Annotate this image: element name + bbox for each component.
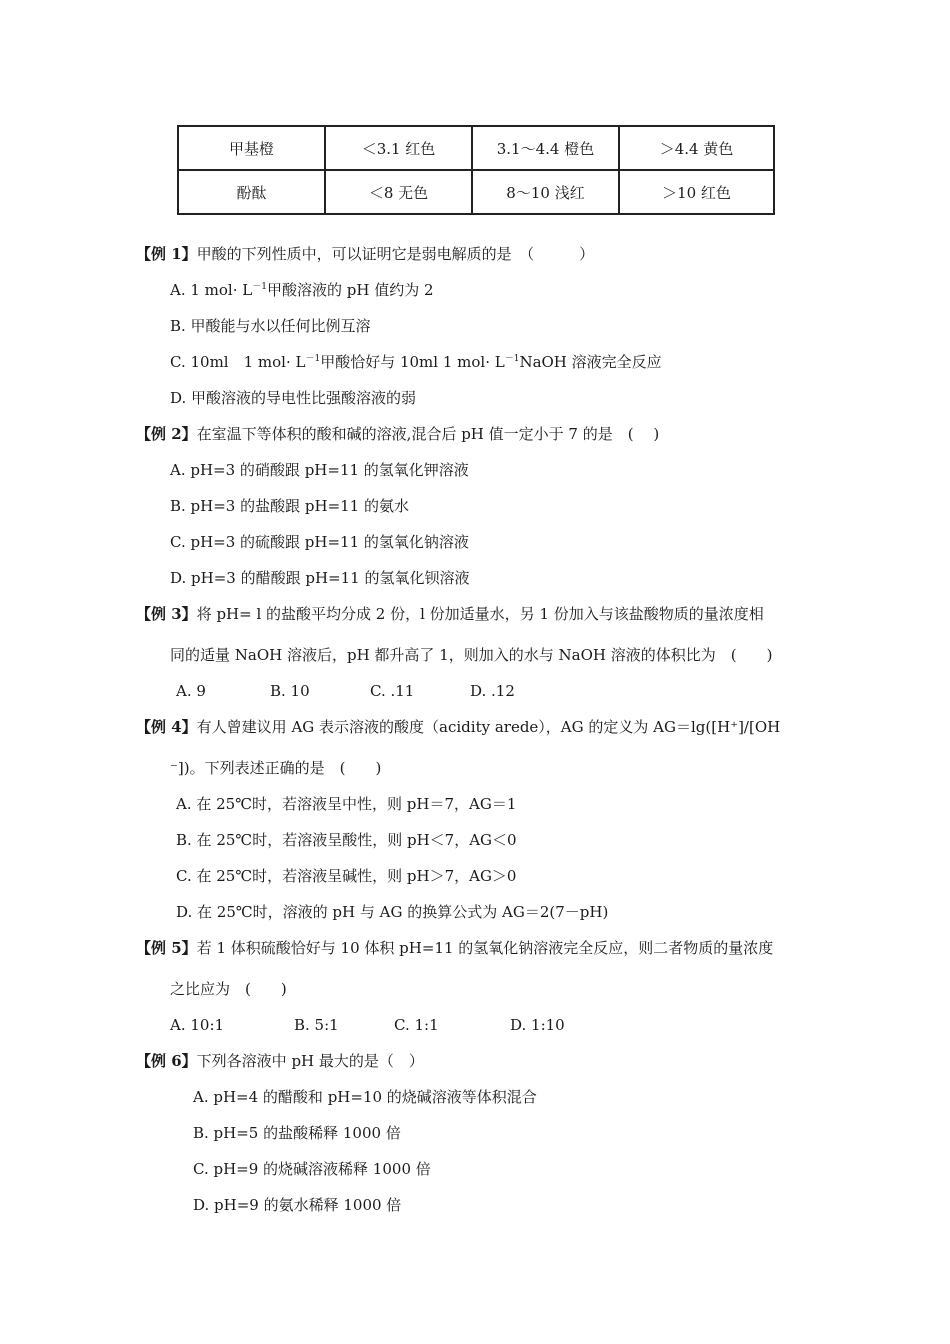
table-cell: 3.1～4.4 橙色 [472, 126, 619, 170]
indicator-color-table [177, 125, 775, 215]
question-3-option-c: C. .11 [370, 682, 415, 700]
question-5-stem-continued: 之比应为 ( ) [170, 980, 287, 998]
question-6-option-a: A. pH=4 的醋酸和 pH=10 的烧碱溶液等体积混合 [193, 1088, 537, 1106]
question-text: 有人曾建议用 AG 表示溶液的酸度（acidity arede），AG 的定义为 AG＝lg([H⁺]/[OH [196, 718, 781, 736]
question-3-option-d: D. .12 [470, 682, 515, 700]
question-text: 若 1 体积硫酸恰好与 10 体积 pH=11 的氢氧化钠溶液完全反应，则二者物质的量浓度 [196, 939, 774, 957]
question-1-stem [136, 244, 594, 264]
question-tag: 【例 3】 [136, 605, 197, 623]
question-2-option-a: A. pH=3 的硝酸跟 pH=11 的氢氧化钾溶液 [170, 461, 469, 479]
table-cell: 甲基橙 [178, 126, 325, 170]
table-cell: ＞10 红色 [619, 170, 774, 214]
superscript: －1 [504, 354, 520, 364]
option-text: C. 10ml 1 mol· L [170, 353, 306, 371]
question-4-option-b: B. 在 25℃时，若溶液呈酸性，则 pH＜7，AG＜0 [176, 831, 517, 849]
question-text: 在室温下等体积的酸和碱的溶液,混合后 pH 值一定小于 7 的是 ( ) [196, 425, 660, 443]
table-cell: ＜3.1 红色 [325, 126, 472, 170]
table-cell: ＜8 无色 [325, 170, 472, 214]
question-5-option-d: D. 1:10 [510, 1016, 565, 1034]
question-tag: 【例 6】 [136, 1052, 197, 1070]
question-3-stem [136, 604, 764, 624]
question-5-option-b: B. 5:1 [294, 1016, 339, 1034]
option-text: A. 1 mol· L [170, 281, 253, 299]
question-6-stem [136, 1051, 424, 1071]
question-1-option-b: B. 甲酸能与水以任何比例互溶 [170, 317, 371, 335]
question-5-option-c: C. 1:1 [394, 1016, 439, 1034]
question-6-option-d: D. pH=9 的氨水稀释 1000 倍 [193, 1196, 402, 1214]
question-1-option-d: D. 甲酸溶液的导电性比强酸溶液的弱 [170, 389, 417, 407]
question-text: 甲酸的下列性质中，可以证明它是弱电解质的是 （ ） [196, 245, 595, 263]
option-text: 甲酸溶液的 pH 值约为 2 [266, 281, 434, 299]
question-5-stem [136, 938, 773, 958]
question-6-option-b: B. pH=5 的盐酸稀释 1000 倍 [193, 1124, 401, 1142]
question-3-option-b: B. 10 [270, 682, 310, 700]
question-4-stem-continued: ⁻])。下列表述正确的是 ( ) [170, 759, 382, 777]
question-2-option-b: B. pH=3 的盐酸跟 pH=11 的氨水 [170, 497, 409, 515]
superscript: －1 [252, 282, 267, 292]
question-2-option-d: D. pH=3 的醋酸跟 pH=11 的氢氧化钡溶液 [170, 569, 470, 587]
question-5-option-a: A. 10:1 [170, 1016, 225, 1034]
question-2-option-c: C. pH=3 的硫酸跟 pH=11 的氢氧化钠溶液 [170, 533, 469, 551]
question-4-option-a: A. 在 25℃时，若溶液呈中性，则 pH＝7，AG＝1 [176, 795, 517, 813]
table-row [178, 170, 774, 214]
question-3-option-a: A. 9 [176, 682, 206, 700]
table-cell: 8～10 浅红 [472, 170, 619, 214]
question-1-option-c [170, 352, 662, 372]
question-4-option-d: D. 在 25℃时，溶液的 pH 与 AG 的换算公式为 AG＝2(7－pH) [176, 903, 609, 921]
question-text: 将 pH= l 的盐酸平均分成 2 份，l 份加适量水，另 1 份加入与该盐酸物质的量浓度相 [196, 605, 764, 623]
option-text: 甲酸恰好与 10ml 1 mol· L [320, 353, 505, 371]
question-tag: 【例 4】 [136, 718, 197, 736]
question-tag: 【例 1】 [136, 245, 197, 263]
question-3-stem-continued: 同的适量 NaOH 溶液后，pH 都升高了 1，则加入的水与 NaOH 溶液的体积比为 ( ) [170, 646, 773, 664]
table-cell: 酚酞 [178, 170, 325, 214]
question-6-option-c: C. pH=9 的烧碱溶液稀释 1000 倍 [193, 1160, 431, 1178]
question-text: 下列各溶液中 pH 最大的是（ ） [196, 1052, 424, 1070]
option-text: NaOH 溶液完全反应 [519, 353, 662, 371]
question-tag: 【例 2】 [136, 425, 197, 443]
table-cell: ＞4.4 黄色 [619, 126, 774, 170]
question-tag: 【例 5】 [136, 939, 197, 957]
question-2-stem [136, 424, 659, 444]
superscript: －1 [305, 354, 321, 364]
question-1-option-a [170, 280, 434, 300]
question-4-stem [136, 717, 780, 737]
question-4-option-c: C. 在 25℃时，若溶液呈碱性，则 pH＞7，AG＞0 [176, 867, 517, 885]
table-row [178, 126, 774, 170]
